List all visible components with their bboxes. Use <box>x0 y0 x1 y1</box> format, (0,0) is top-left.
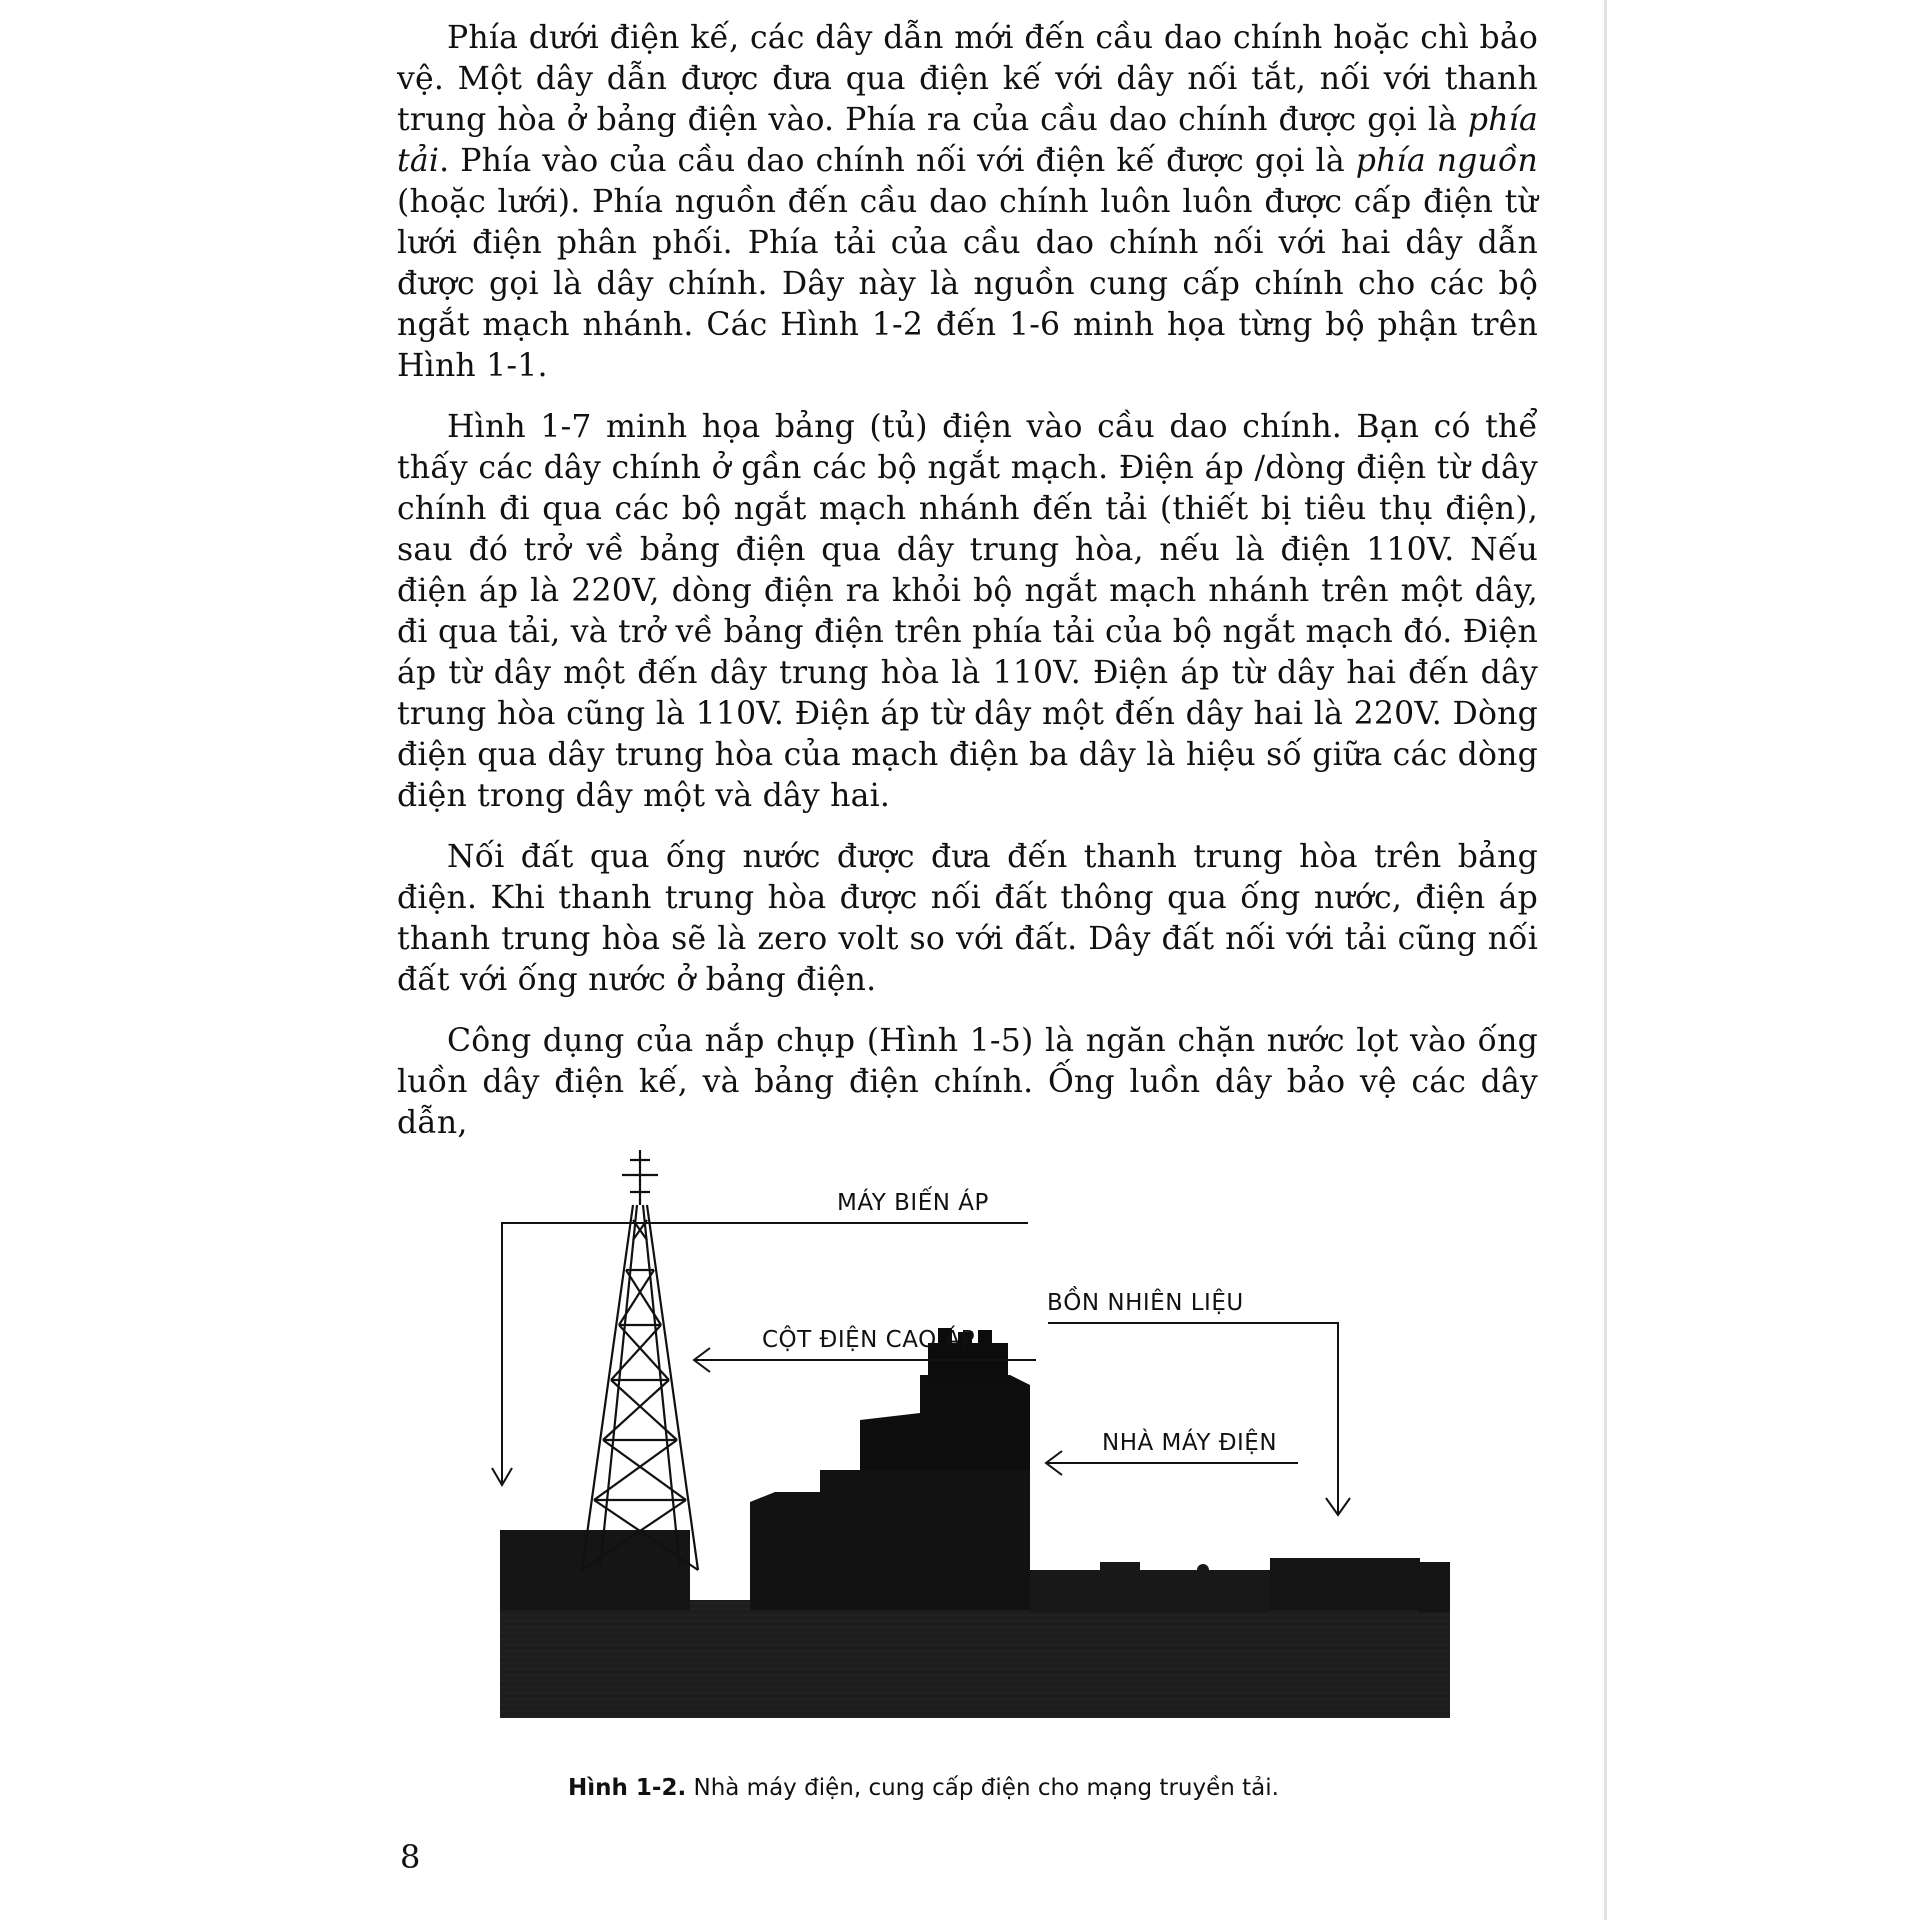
page-number: 8 <box>400 1838 421 1876</box>
term-phia-tai: phía tải <box>397 102 1538 179</box>
figure-caption <box>568 1775 1468 1801</box>
caption-number: Hình 1-2. <box>568 1775 687 1801</box>
label-transformer: MÁY BIẾN ÁP <box>837 1190 989 1216</box>
term-phia-nguon: phía nguồn <box>1355 143 1538 179</box>
label-power-plant: NHÀ MÁY ĐIỆN <box>1102 1430 1278 1456</box>
figure-power-plant <box>490 1150 1450 1770</box>
paragraph-4: Công dụng của nắp chụp (Hình 1-5) là ngăn chặn nước lọt vào ống luồn dây điện kế, và bảng điện chính. Ống luồn dây bảo vệ các dây dẫn, <box>397 1023 1538 1141</box>
tower-drawing <box>582 1150 698 1570</box>
page-edge <box>1604 0 1607 1920</box>
label-tower: CỘT ĐIỆN CAO ÁP <box>762 1327 976 1353</box>
caption-text: Nhà máy điện, cung cấp điện cho mạng truyền tải. <box>686 1775 1279 1801</box>
paragraph-3: Nối đất qua ống nước được đưa đến thanh trung hòa trên bảng điện. Khi thanh trung hòa được nối đất thông qua ống nước, điện áp thanh trung hòa sẽ là zero volt so với đất. Dây đất nối với tải cũng nối đất với ống nước ở bảng điện. <box>397 839 1538 998</box>
power-plant-photo <box>490 1150 1450 1770</box>
body-text <box>397 18 1538 1164</box>
paragraph-1: Phía dưới điện kế, các dây dẫn mới đến cầu dao chính hoặc chì bảo vệ. Một dây dẫn được đưa qua điện kế với dây nối tắt, nối với thanh trung hòa ở bảng điện vào. Phía ra của cầu dao chính được gọi là phía tải. Phía vào của cầu dao chính nối với điện kế được gọi là phía nguồn (hoặc lưới). Phía nguồn đến cầu dao chính luôn luôn được cấp điện từ lưới điện phân phối. Phía tải của cầu dao chính nối với hai dây dẫn được gọi là dây chính. Dây này là nguồn cung cấp chính cho các bộ ngắt mạch nhánh. Các Hình 1-2 đến 1-6 minh họa từng bộ phận trên Hình 1-1. <box>397 20 1538 384</box>
paragraph-2: Hình 1-7 minh họa bảng (tủ) điện vào cầu dao chính. Bạn có thể thấy các dây chính ở gần các bộ ngắt mạch. Điện áp /dòng điện từ dây chính đi qua các bộ ngắt mạch nhánh đến tải (thiết bị tiêu thụ điện), sau đó trở về bảng điện qua dây trung hòa, nếu là điện 110V. Nếu điện áp là 220V, dòng điện ra khỏi bộ ngắt mạch nhánh trên một dây, đi qua tải, và trở về bảng điện trên phía tải của bộ ngắt mạch đó. Điện áp từ dây một đến dây trung hòa là 110V. Điện áp từ dây hai đến dây trung hòa cũng là 110V. Điện áp từ dây một đến dây hai là 220V. Dòng điện qua dây trung hòa của mạch điện ba dây là hiệu số giữa các dòng điện trong dây một và dây hai. <box>397 409 1538 814</box>
label-fuel-tank: BỒN NHIÊN LIỆU <box>1047 1290 1244 1316</box>
